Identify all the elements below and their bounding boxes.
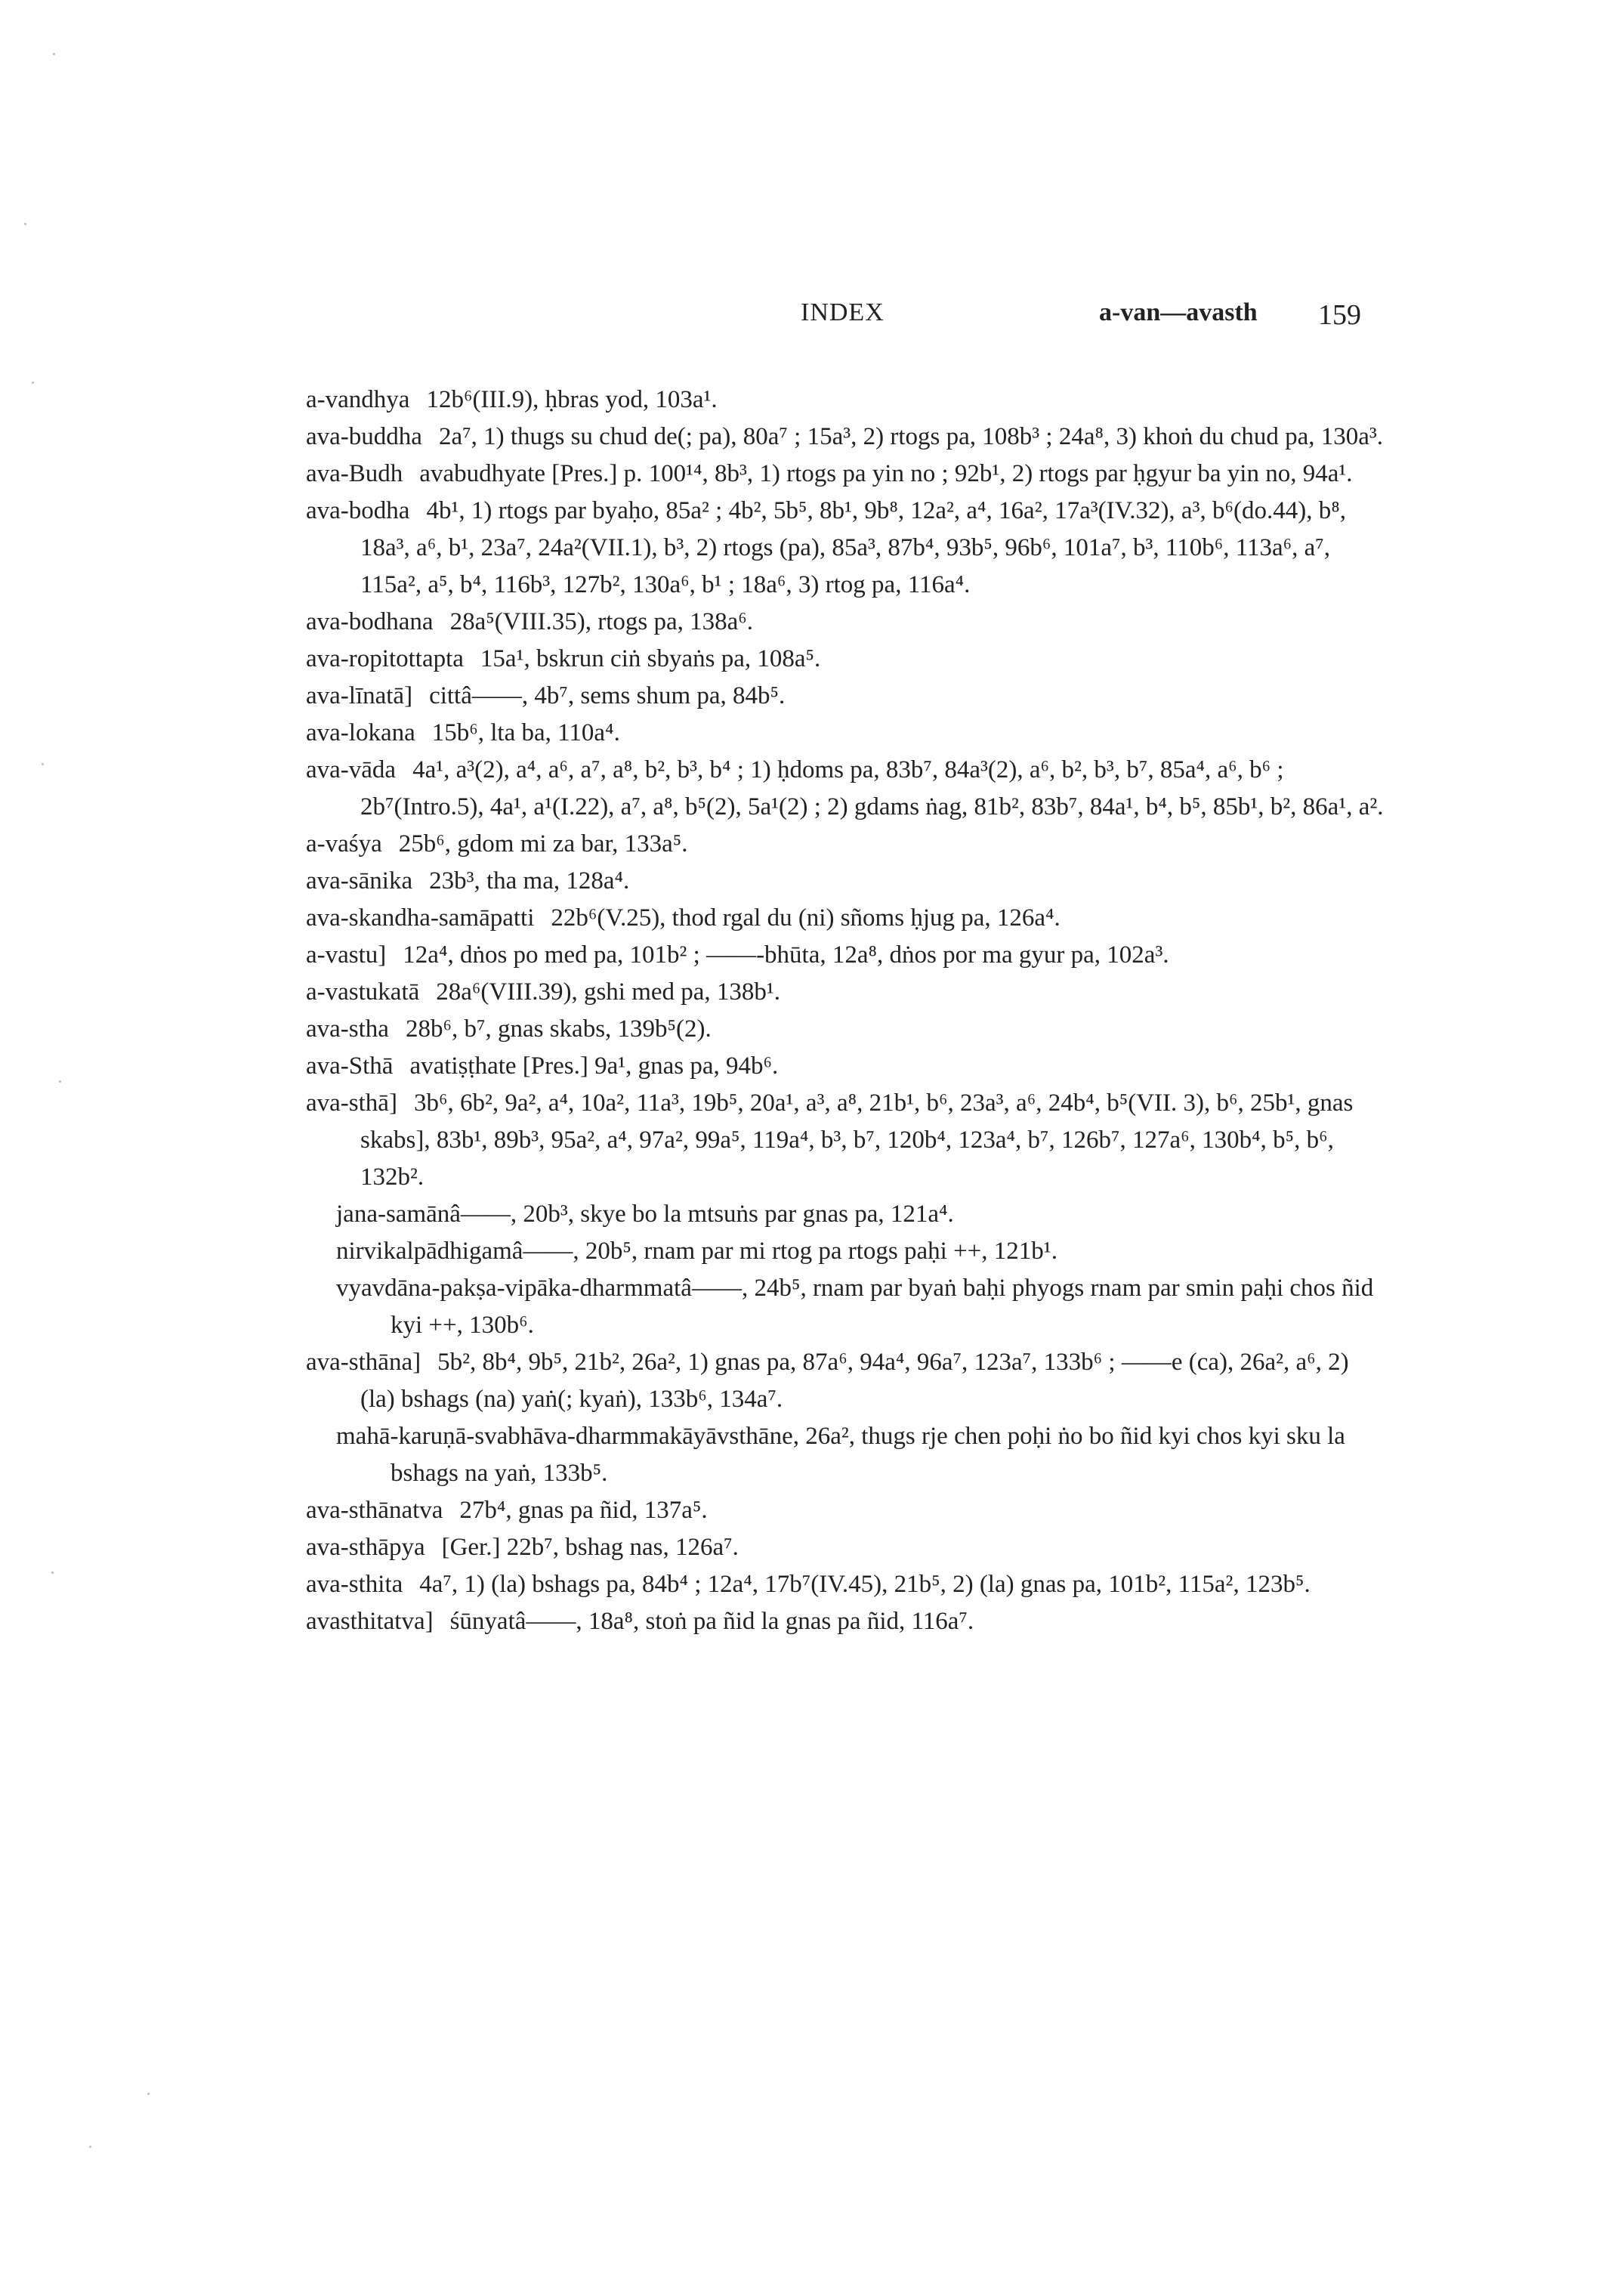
index-entry: [306, 1492, 1388, 1529]
index-entry: [306, 752, 1388, 826]
entry-references: mahā-karuṇā-svabhāva-dharmmakāyāvsthāne, 26a², thugs rje chen poḥi ṅo bo ñid kyi chos kyi sku la bshags na yaṅ, 133b⁵.: [336, 1423, 1345, 1487]
scan-speck: [42, 763, 44, 765]
index-entry: [306, 1603, 1388, 1640]
sub-entry: [306, 1196, 1388, 1233]
index-entries: [306, 382, 1388, 1640]
entry-headword: avasthitatva]: [306, 1608, 434, 1635]
entry-references: 3b⁶, 6b², 9a², a⁴, 10a², 11a³, 19b⁵, 20a¹, a³, a⁸, 21b¹, b⁶, 23a³, a⁶, 24b⁴, b⁵(VII. 3), b⁶, 25b¹, gnas skabs], 83b¹, 89b³, 95a², a⁴, 97a², 99a⁵, 119a⁴, b³, b⁷, 120b⁴, 123a⁴, b⁷, 126b⁷, 127a⁶, 130b⁴, b⁵, b⁶, 132b².: [360, 1089, 1354, 1191]
entry-references: śūnyatâ——, 18a⁸, stoṅ pa ñid la gnas pa ñid, 116a⁷.: [449, 1608, 974, 1635]
index-entry: [306, 604, 1388, 641]
entry-references: 15a¹, bskrun ciṅ sbyaṅs pa, 108a⁵.: [480, 645, 821, 672]
scan-speck: [53, 53, 55, 55]
sub-entry: [306, 1418, 1388, 1492]
entry-headword: ava-sthā]: [306, 1089, 397, 1117]
entry-headword: ava-Budh: [306, 460, 403, 487]
entry-references: avabudhyate [Pres.] p. 100¹⁴, 8b³, 1) rtogs pa yin no ; 92b¹, 2) rtogs par ḥgyur ba yin no, 94a¹.: [419, 460, 1353, 487]
index-entry: [306, 1529, 1388, 1566]
sub-entry: [306, 1270, 1388, 1344]
scan-speck: [59, 1080, 61, 1083]
entry-references: nirvikalpādhigamâ——, 20b⁵, rnam par mi rtog pa rtogs paḥi ++, 121b¹.: [336, 1238, 1057, 1265]
entry-headword: ava-stha: [306, 1015, 389, 1043]
index-entry: [306, 1566, 1388, 1603]
entry-references: avatiṣṭhate [Pres.] 9a¹, gnas pa, 94b⁶.: [409, 1052, 779, 1080]
running-head: [0, 298, 1624, 336]
entry-references: 27b⁴, gnas pa ñid, 137a⁵.: [459, 1497, 708, 1524]
entry-references: 23b³, tha ma, 128a⁴.: [429, 867, 630, 895]
index-entry: [306, 1344, 1388, 1418]
index-entry: [306, 419, 1388, 456]
entry-headword: ava-bodha: [306, 497, 410, 524]
entry-headword: ava-sthita: [306, 1571, 403, 1598]
page-number: 159: [1318, 299, 1361, 331]
entry-references: 12b⁶(III.9), ḥbras yod, 103a¹.: [426, 386, 718, 413]
entry-headword: a-vastukatā: [306, 978, 420, 1006]
index-entry: [306, 1085, 1388, 1196]
index-entry: [306, 863, 1388, 900]
entry-headword: ava-sthāna]: [306, 1349, 421, 1376]
entry-references: 4b¹, 1) rtogs par byaḥo, 85a² ; 4b², 5b⁵, 8b¹, 9b⁸, 12a², a⁴, 16a², 17a³(IV.32), a³, b⁶(do.44), b⁸, 18a³, a⁶, b¹, 23a⁷, 24a²(VII.1), b³, 2) rtogs (pa), 85a³, 87b⁴, 93b⁵, 96b⁶, 101a⁷, b³, 110b⁶, 113a⁶, a⁷, 115a², a⁵, b⁴, 116b³, 127b², 130a⁶, b¹ ; 18a⁶, 3) rtog pa, 116a⁴.: [360, 497, 1346, 598]
entry-headword: ava-skandha-samāpatti: [306, 904, 535, 932]
index-entry: [306, 456, 1388, 493]
index-entry: [306, 382, 1388, 419]
entry-headword: ava-bodhana: [306, 608, 434, 635]
entry-references: 28a⁶(VIII.39), gshi med pa, 138b¹.: [436, 978, 781, 1006]
entry-references: 28b⁶, b⁷, gnas skabs, 139b⁵(2).: [405, 1015, 712, 1043]
entry-references: [Ger.] 22b⁷, bshag nas, 126a⁷.: [441, 1534, 739, 1561]
entry-references: 4a¹, a³(2), a⁴, a⁶, a⁷, a⁸, b², b³, b⁴ ; 1) ḥdoms pa, 83b⁷, 84a³(2), a⁶, b², b³, b⁷, 85a⁴, a⁶, b⁶ ; 2b⁷(Intro.5), 4a¹, a¹(I.22), a⁷, a⁸, b⁵(2), 5a¹(2) ; 2) gdams ṅag, 81b², 83b⁷, 84a¹, b⁴, b⁵, 85b¹, b², 86a¹, a².: [360, 756, 1384, 820]
entry-headword: ava-līnatā]: [306, 682, 413, 709]
index-entry: [306, 1048, 1388, 1085]
index-entry: [306, 641, 1388, 678]
entry-headword: ava-buddha: [306, 423, 422, 450]
entry-references: jana-samānâ——, 20b³, skye bo la mtsuṅs par gnas pa, 121a⁴.: [336, 1201, 954, 1228]
scan-speck: [32, 382, 34, 384]
index-entry: [306, 1011, 1388, 1048]
index-entry: [306, 715, 1388, 752]
entry-references: 12a⁴, dṅos po med pa, 101b² ; ——-bhūta, 12a⁸, dṅos por ma gyur pa, 102a³.: [403, 941, 1169, 969]
entry-headword: ava-sthāpya: [306, 1534, 425, 1561]
running-title: INDEX: [801, 298, 885, 326]
entry-references: 5b², 8b⁴, 9b⁵, 21b², 26a², 1) gnas pa, 87a⁶, 94a⁴, 96a⁷, 123a⁷, 133b⁶ ; ——e (ca), 26a², a⁶, 2) (la) bshags (na) yaṅ(; kyaṅ), 133b⁶, 134a⁷.: [360, 1349, 1349, 1413]
entry-headword: ava-Sthā: [306, 1052, 394, 1080]
scan-speck: [147, 2093, 150, 2095]
entry-range: a-van—avasth: [1099, 298, 1258, 326]
index-entry: [306, 937, 1388, 974]
entry-references: 25b⁶, gdom mi za bar, 133a⁵.: [398, 830, 688, 858]
entry-headword: ava-lokana: [306, 719, 415, 746]
entry-references: 4a⁷, 1) (la) bshags pa, 84b⁴ ; 12a⁴, 17b⁷(IV.45), 21b⁵, 2) (la) gnas pa, 101b², 115a², 123b⁵.: [419, 1571, 1311, 1598]
entry-headword: ava-ropitottapta: [306, 645, 464, 672]
scan-speck: [89, 2146, 91, 2148]
index-entry: [306, 493, 1388, 604]
index-entry: [306, 974, 1388, 1011]
index-entry: [306, 900, 1388, 937]
index-entry: [306, 826, 1388, 863]
entry-headword: ava-vāda: [306, 756, 397, 783]
entry-references: 15b⁶, lta ba, 110a⁴.: [431, 719, 620, 746]
entry-references: 28a⁵(VIII.35), rtogs pa, 138a⁶.: [449, 608, 754, 635]
sub-entry: [306, 1233, 1388, 1270]
entry-headword: a-vandhya: [306, 386, 410, 413]
entry-headword: a-vaśya: [306, 830, 382, 858]
entry-references: 2a⁷, 1) thugs su chud de(; pa), 80a⁷ ; 15a³, 2) rtogs pa, 108b³ ; 24a⁸, 3) khoṅ du chud pa, 130a³.: [438, 423, 1384, 450]
entry-references: 22b⁶(V.25), thod rgal du (ni) sñoms ḥjug pa, 126a⁴.: [551, 904, 1061, 932]
entry-headword: ava-sānika: [306, 867, 413, 895]
entry-references: cittâ——, 4b⁷, sems shum pa, 84b⁵.: [429, 682, 786, 709]
entry-references: vyavdāna-pakṣa-vipāka-dharmmatâ——, 24b⁵, rnam par byaṅ baḥi phyogs rnam par smin paḥi chos ñid kyi ++, 130b⁶.: [336, 1275, 1374, 1339]
entry-headword: a-vastu]: [306, 941, 387, 969]
entry-headword: ava-sthānatva: [306, 1497, 443, 1524]
scan-speck: [51, 1571, 54, 1574]
scan-speck: [24, 223, 26, 225]
index-entry: [306, 678, 1388, 715]
